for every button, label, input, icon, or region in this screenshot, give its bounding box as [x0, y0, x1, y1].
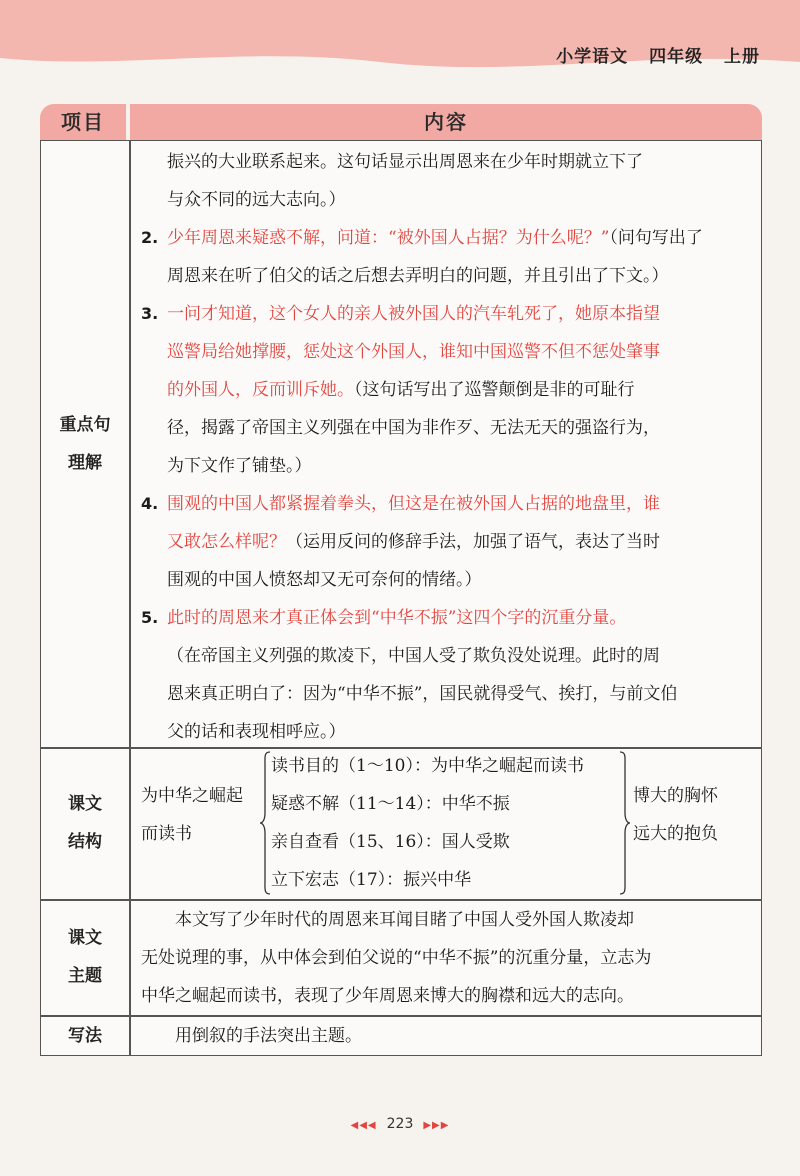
- text-line: （在帝国主义列强的欺凌下，中国人受了欺负没处说理。此时的周: [167, 646, 660, 666]
- key-sentences-content: [141, 143, 753, 751]
- right-arrows-icon: ▶▶▶: [423, 1120, 450, 1131]
- label-theme: 课文 主题: [68, 928, 102, 986]
- text-line: 本文写了少年时代的周恩来耳闻目睹了中国人受外国人欺凌却: [175, 910, 634, 930]
- item-number: 4.: [141, 494, 159, 513]
- quoted-sentence: 此时的周恩来才真正体会到“中华不振”这四个字的沉重分量。: [167, 608, 627, 628]
- label-structure: 课文 结构: [68, 794, 102, 852]
- text-line: 恩来真正明白了：因为“中华不振”，国民就得受气、挨打，与前文伯: [167, 684, 678, 704]
- text-line: 无处说理的事，从中体会到伯父说的“中华不振”的沉重分量，立志为: [141, 948, 652, 968]
- book-subject: 小学语文: [556, 47, 629, 67]
- structure-parts: [271, 747, 631, 899]
- label-key-sentences: 重点句 理解: [59, 415, 111, 473]
- method-content: [141, 1017, 753, 1055]
- sentence-item-4: [141, 485, 753, 523]
- analysis-text: （这句话写出了巡警颠倒是非的可耻行: [354, 380, 635, 400]
- left-arrows-icon: ◀◀◀: [350, 1120, 377, 1131]
- structure-part: 疑惑不解（11～14）：中华不振: [271, 794, 510, 814]
- item-number: 3.: [141, 304, 159, 323]
- quoted-sentence: 的外国人，反而训斥她。: [167, 380, 354, 400]
- page-number: 223: [386, 1116, 414, 1132]
- analysis-text: （运用反问的修辞手法，加强了语气，表达了当时: [286, 532, 660, 552]
- text-line: 父的话和表现相呼应。）: [167, 722, 346, 742]
- structure-diagram: [141, 747, 753, 899]
- text-line: 用倒叙的手法突出主题。: [175, 1026, 362, 1046]
- text-line: 振兴的大业联系起来。这句话显示出周恩来在少年时期就立下了: [167, 152, 643, 172]
- book-volume: 上册: [724, 47, 760, 67]
- theme-content: [141, 901, 753, 1015]
- structure-title: 为中华之崛起 而读书: [141, 786, 243, 844]
- label-method: 写法: [68, 1026, 102, 1046]
- quoted-sentence: 少年周恩来疑惑不解，问道：“被外国人占据？为什么呢？”: [167, 228, 610, 248]
- structure-part: 读书目的（1～10）：为中华之崛起而读书: [271, 756, 584, 776]
- table-header: [40, 104, 762, 140]
- item-number: 5.: [141, 608, 159, 627]
- page-footer: [0, 1116, 800, 1132]
- column-header-content: 内容: [130, 104, 762, 140]
- structure-part: 亲自查看（15、16）：国人受欺: [271, 832, 510, 852]
- text-line: [141, 523, 753, 561]
- column-divider: [129, 141, 131, 1055]
- structure-part: 立下宏志（17）：振兴中华: [271, 870, 472, 890]
- left-brace: [259, 751, 271, 895]
- text-line: 与众不同的远大志向。）: [167, 190, 346, 210]
- quoted-sentence: 围观的中国人都紧握着拳头，但这是在被外国人占据的地盘里，谁: [167, 494, 660, 514]
- sentence-item-5: [141, 599, 753, 637]
- right-brace: [619, 751, 631, 895]
- text-line: 径，揭露了帝国主义列强在中国为非作歹、无法无天的强盗行为，: [167, 418, 660, 438]
- text-line: 周恩来在听了伯父的话之后想去弄明白的问题，并且引出了下文。）: [167, 266, 669, 286]
- analysis-text: （问句写出了: [609, 228, 703, 248]
- notes-table: [40, 140, 762, 1056]
- text-line: [141, 371, 753, 409]
- quoted-sentence: 一问才知道，这个女人的亲人被外国人的汽车轧死了，她原本指望: [167, 304, 660, 324]
- column-header-item: 项目: [40, 104, 126, 140]
- sentence-item-3: [141, 295, 753, 333]
- text-line: 为下文作了铺垫。）: [167, 456, 312, 476]
- book-grade: 四年级: [649, 47, 704, 67]
- quoted-sentence: 巡警局给她撑腰，惩处这个外国人，谁知中国巡警不但不惩处肇事: [167, 342, 660, 362]
- structure-summary: 博大的胸怀 远大的抱负: [633, 786, 718, 844]
- text-line: 中华之崛起而读书，表现了少年周恩来博大的胸襟和远大的志向。: [141, 986, 634, 1006]
- text-line: 围观的中国人愤怒却又无可奈何的情绪。）: [167, 570, 482, 590]
- quoted-sentence: 又敢怎么样呢？: [167, 532, 286, 552]
- item-number: 2.: [141, 228, 159, 247]
- book-title: [556, 42, 760, 67]
- sentence-item-2: [141, 219, 753, 257]
